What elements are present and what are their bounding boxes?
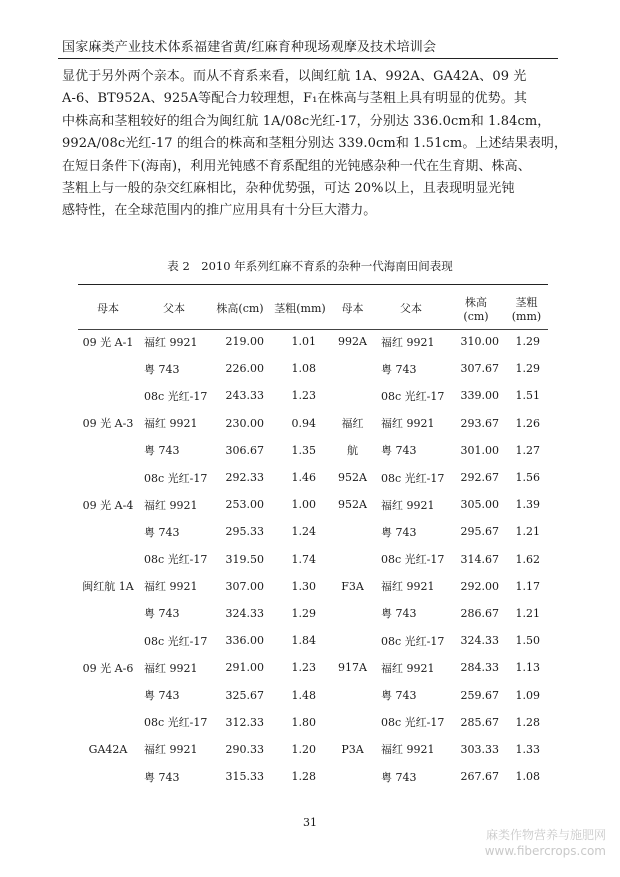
cell-male-parent-2: 08c 光红-17: [381, 634, 445, 648]
cell-male-parent: 福红 9921: [144, 498, 198, 512]
cell-plant-height: 292.33: [225, 471, 264, 485]
cell-male-parent: 08c 光红-17: [144, 634, 208, 648]
cell-male-parent: 08c 光红-17: [144, 553, 208, 567]
body-line: 在短日条件下(海南)，利用光钝感不育系配组的光钝感杂种一代在生育期、株高、: [62, 158, 531, 174]
cell-plant-height: 319.50: [225, 552, 264, 566]
table-row: [78, 709, 548, 736]
cell-male-parent: 福红 9921: [144, 580, 198, 594]
cell-male-parent-2: 粤 743: [381, 770, 417, 784]
watermark-line: 麻类作物营养与施肥网: [485, 828, 606, 842]
col-header-stem-diameter-2: [505, 288, 548, 328]
cell-plant-height-2: 301.00: [460, 443, 499, 457]
body-line: 茎粗上与一般的杂交红麻相比，杂种优势强，可达 20%以上，且表现明显光钝: [62, 181, 515, 197]
cell-stem-diameter: 1.24: [291, 525, 316, 539]
table-row: [78, 382, 548, 409]
cell-male-parent-2: 粤 743: [381, 607, 417, 621]
body-line: 感特性，在全球范围内的推广应用具有十分巨大潜力。: [62, 203, 377, 219]
cell-female-parent: 09 光 A-6: [82, 661, 134, 675]
col-header-female-parent-2: 母本: [341, 302, 364, 315]
table-header-row: [78, 288, 548, 328]
cell-stem-diameter: 1.84: [291, 634, 316, 648]
cell-stem-diameter-2: 1.39: [515, 498, 540, 512]
body-line: 显优于另外两个亲本。而从不育系来看，以闽红航 1A、992A、GA42A、09 光: [62, 69, 527, 84]
cell-female-parent: 09 光 A-4: [82, 498, 134, 512]
table-row: [78, 328, 548, 355]
cell-stem-diameter: 1.29: [291, 606, 316, 620]
col-header-plant-height: 株高(cm): [216, 302, 264, 315]
cell-male-parent: 粤 743: [144, 362, 180, 376]
header-line: (mm): [511, 309, 542, 323]
header-line: 茎粗: [515, 295, 538, 309]
cell-plant-height-2: 267.67: [460, 770, 499, 784]
cell-female-parent-2: [330, 382, 375, 409]
cell-plant-height: 243.33: [225, 389, 264, 403]
cell-male-parent: 08c 光红-17: [144, 471, 208, 485]
col-header-plant-height-2: [447, 288, 505, 328]
cell-plant-height-2: 295.67: [460, 525, 499, 539]
cell-male-parent-2: 08c 光红-17: [381, 389, 445, 403]
table-row: [78, 464, 548, 491]
cell-plant-height-2: 286.67: [460, 606, 499, 620]
cell-stem-diameter: 1.74: [291, 552, 316, 566]
cell-stem-diameter-2: 1.13: [515, 661, 540, 675]
cell-plant-height-2: 303.33: [460, 742, 499, 756]
cell-female-parent: [78, 382, 138, 409]
body-line: 中株高和茎粗较好的组合为闽红航 1A/08c光红-17，分别达 336.0cm和 1.84cm，: [62, 113, 551, 129]
table-row: [78, 654, 548, 681]
cell-female-parent: 09 光 A-1: [82, 335, 134, 349]
cell-female-parent: 09 光 A-3: [82, 417, 134, 431]
cell-plant-height: 306.67: [225, 443, 264, 457]
cell-female-parent-2: [330, 518, 375, 545]
cell-male-parent-2: 粤 743: [381, 362, 417, 376]
cell-plant-height: 312.33: [225, 715, 264, 729]
cell-plant-height-2: 285.67: [460, 715, 499, 729]
cell-plant-height: 336.00: [225, 634, 264, 648]
table-row: [78, 736, 548, 763]
cell-plant-height-2: 259.67: [460, 688, 499, 702]
cell-female-parent-2: [330, 681, 375, 708]
cell-stem-diameter: 1.23: [291, 661, 316, 675]
cell-male-parent-2: 福红 9921: [381, 661, 435, 675]
cell-female-parent-2: 952A: [338, 498, 367, 512]
cell-stem-diameter: 1.00: [291, 498, 316, 512]
cell-stem-diameter: 1.20: [291, 742, 316, 756]
cell-male-parent-2: 福红 9921: [381, 743, 435, 757]
cell-female-parent-2: [330, 546, 375, 573]
header-line: 株高: [465, 295, 487, 309]
site-watermark: [485, 827, 606, 859]
cell-stem-diameter: 1.23: [291, 389, 316, 403]
table-row: [78, 681, 548, 708]
cell-female-parent-2: 952A: [338, 471, 367, 485]
cell-female-parent-2: F3A: [341, 579, 364, 593]
body-line: 992A/08c光红-17 的组合的株高和茎粗分别达 339.0cm和 1.51cm。上述结果表明，: [62, 136, 568, 152]
cell-plant-height-2: 307.67: [460, 362, 499, 376]
table-caption: 表 2 2010 年系列红麻不育系的杂种一代海南田间表现: [167, 259, 453, 273]
cell-female-parent: [78, 518, 138, 545]
cell-male-parent: 福红 9921: [144, 417, 198, 431]
cell-plant-height-2: 339.00: [460, 389, 499, 403]
cell-stem-diameter-2: 1.21: [515, 606, 540, 620]
cell-female-parent: [78, 546, 138, 573]
cell-plant-height: 325.67: [225, 688, 264, 702]
table-row: [78, 546, 548, 573]
header-stack: [463, 294, 488, 323]
data-table: [78, 288, 548, 790]
cell-stem-diameter-2: 1.29: [515, 362, 540, 376]
cell-female-parent: [78, 709, 138, 736]
cell-male-parent: 福红 9921: [144, 743, 198, 757]
cell-stem-diameter-2: 1.21: [515, 525, 540, 539]
cell-plant-height: 291.00: [225, 661, 264, 675]
cell-male-parent-2: 08c 光红-17: [381, 553, 445, 567]
table-row: [78, 355, 548, 382]
cell-plant-height: 307.00: [225, 579, 264, 593]
cell-stem-diameter-2: 1.28: [515, 715, 540, 729]
cell-female-parent: 闽红航 1A: [82, 580, 134, 594]
table-row: [78, 491, 548, 518]
cell-male-parent: 粤 743: [144, 770, 180, 784]
cell-male-parent-2: 粤 743: [381, 444, 417, 458]
col-header-male-parent: 父本: [163, 302, 185, 315]
running-header: 国家麻类产业技术体系福建省黄/红麻育种现场观摩及技术培训会: [62, 40, 437, 55]
page-number: 31: [303, 816, 317, 829]
cell-plant-height: 219.00: [225, 335, 264, 349]
cell-male-parent: 福红 9921: [144, 335, 198, 349]
cell-stem-diameter: 1.80: [291, 715, 316, 729]
cell-stem-diameter-2: 1.08: [515, 770, 540, 784]
cell-stem-diameter-2: 1.62: [515, 552, 540, 566]
header-rule: [58, 58, 558, 59]
cell-plant-height-2: 293.67: [460, 416, 499, 430]
cell-stem-diameter-2: 1.50: [515, 634, 540, 648]
watermark-line: www.fibercrops.com: [484, 844, 606, 858]
col-header-male-parent-2: 父本: [400, 302, 422, 315]
cell-plant-height: 315.33: [225, 770, 264, 784]
cell-female-parent: [78, 763, 138, 790]
cell-male-parent-2: 08c 光红-17: [381, 471, 445, 485]
cell-stem-diameter-2: 1.27: [515, 443, 540, 457]
cell-stem-diameter-2: 1.29: [515, 335, 540, 349]
cell-male-parent: 福红 9921: [144, 661, 198, 675]
cell-male-parent-2: 福红 9921: [381, 580, 435, 594]
cell-stem-diameter-2: 1.33: [515, 742, 540, 756]
cell-male-parent-2: 福红 9921: [381, 498, 435, 512]
table-row: [78, 573, 548, 600]
cell-female-parent: [78, 681, 138, 708]
table-row: [78, 437, 548, 464]
cell-male-parent: 粤 743: [144, 525, 180, 539]
cell-stem-diameter: 1.28: [291, 770, 316, 784]
cell-female-parent-2: 航: [347, 444, 358, 458]
table-row: [78, 518, 548, 545]
cell-stem-diameter-2: 1.26: [515, 416, 540, 430]
cell-male-parent-2: 粤 743: [381, 525, 417, 539]
cell-stem-diameter-2: 1.17: [515, 579, 540, 593]
cell-male-parent: 粤 743: [144, 444, 180, 458]
table-row: [78, 763, 548, 790]
cell-plant-height: 230.00: [225, 416, 264, 430]
header-line: (cm): [463, 309, 489, 323]
cell-female-parent: [78, 464, 138, 491]
cell-female-parent-2: [330, 709, 375, 736]
cell-male-parent: 粤 743: [144, 607, 180, 621]
cell-male-parent-2: 粤 743: [381, 689, 417, 703]
cell-plant-height-2: 305.00: [460, 498, 499, 512]
table-top-rule: [78, 284, 548, 285]
cell-female-parent-2: 福红: [341, 417, 364, 431]
cell-male-parent: 粤 743: [144, 689, 180, 703]
cell-plant-height-2: 292.00: [460, 579, 499, 593]
cell-stem-diameter: 1.30: [291, 579, 316, 593]
cell-stem-diameter-2: 1.51: [515, 389, 540, 403]
cell-plant-height-2: 324.33: [460, 634, 499, 648]
table-row: [78, 410, 548, 437]
cell-female-parent: [78, 437, 138, 464]
table-row: [78, 627, 548, 654]
cell-male-parent-2: 08c 光红-17: [381, 716, 445, 730]
cell-plant-height: 295.33: [225, 525, 264, 539]
cell-plant-height: 290.33: [225, 742, 264, 756]
cell-female-parent: [78, 355, 138, 382]
body-line: A-6、BT952A、925A等配合力较理想，F₁在株高与茎粗上具有明显的优势。其: [62, 91, 528, 107]
cell-female-parent-2: [330, 355, 375, 382]
col-header-stem-diameter: 茎粗(mm): [274, 302, 326, 315]
cell-female-parent: [78, 627, 138, 654]
cell-stem-diameter: 1.35: [291, 443, 316, 457]
cell-male-parent: 08c 光红-17: [144, 716, 208, 730]
cell-female-parent-2: [330, 763, 375, 790]
cell-plant-height: 324.33: [225, 606, 264, 620]
cell-stem-diameter: 1.48: [291, 688, 316, 702]
cell-stem-diameter: 1.08: [291, 362, 316, 376]
cell-plant-height-2: 292.67: [460, 471, 499, 485]
cell-stem-diameter: 1.01: [291, 335, 316, 349]
cell-male-parent: 08c 光红-17: [144, 389, 208, 403]
cell-female-parent-2: [330, 627, 375, 654]
cell-female-parent: GA42A: [88, 742, 128, 756]
body-paragraph: [62, 66, 568, 223]
cell-female-parent-2: [330, 600, 375, 627]
table-body: [78, 328, 548, 790]
cell-plant-height-2: 314.67: [460, 552, 499, 566]
cell-male-parent-2: 福红 9921: [381, 335, 435, 349]
cell-plant-height: 226.00: [225, 362, 264, 376]
cell-stem-diameter-2: 1.09: [515, 688, 540, 702]
table-row: [78, 600, 548, 627]
cell-plant-height: 253.00: [225, 498, 264, 512]
cell-plant-height-2: 284.33: [460, 661, 499, 675]
cell-plant-height-2: 310.00: [460, 335, 499, 349]
cell-male-parent-2: 福红 9921: [381, 417, 435, 431]
cell-female-parent-2: 917A: [338, 661, 367, 675]
cell-female-parent-2: P3A: [341, 742, 364, 756]
header-stack: [512, 294, 541, 323]
cell-stem-diameter: 0.94: [291, 416, 316, 430]
col-header-female-parent: 母本: [97, 302, 119, 315]
cell-female-parent-2: 992A: [338, 335, 367, 349]
cell-female-parent: [78, 600, 138, 627]
cell-stem-diameter: 1.46: [291, 471, 316, 485]
cell-stem-diameter-2: 1.56: [515, 471, 540, 485]
